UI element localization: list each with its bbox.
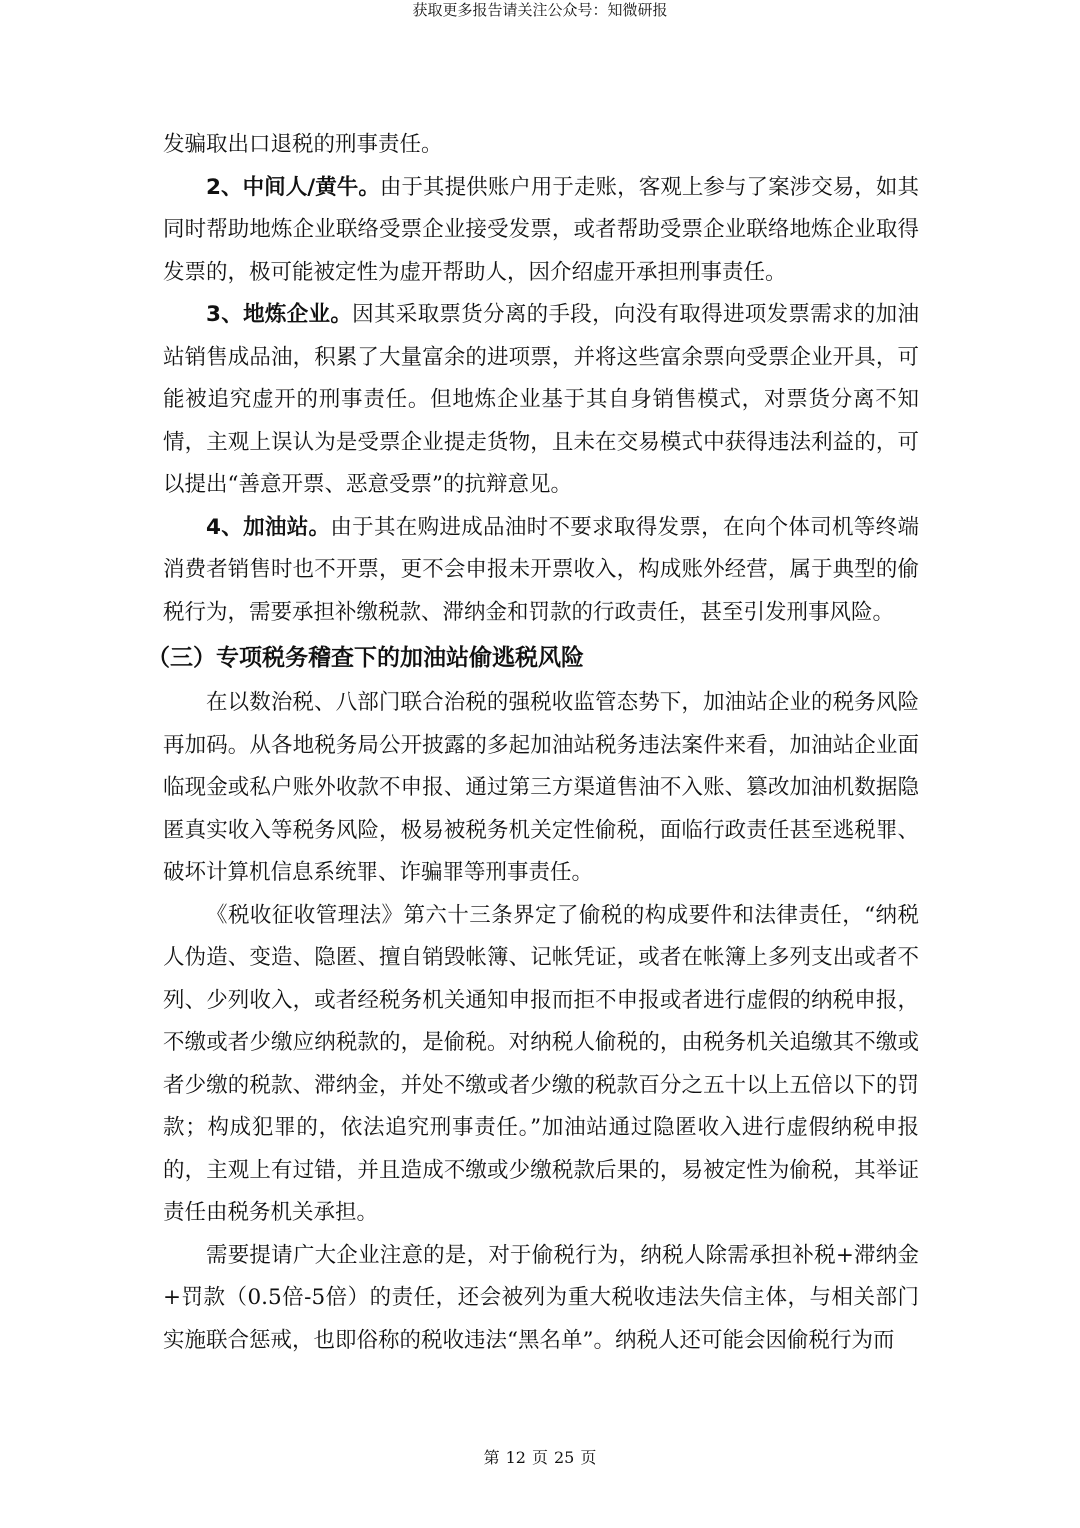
paragraph-refinery [163, 294, 919, 507]
page-number: 12 [505, 1448, 526, 1467]
item-heading-gas-station: 4、加油站。 [206, 514, 331, 540]
paragraph-continuation: 发骗取出口退税的刑事责任。 [163, 132, 443, 157]
page-total: 25 [554, 1448, 575, 1467]
item-heading-refinery: 3、地炼企业。 [206, 302, 353, 327]
footer-prefix: 第 [483, 1448, 500, 1467]
item-body-gas-station: 由于其在购进成品油时不要求取得发票，在向个体司机等终端消费者销售时也不开票，更不会申报未开票收入，构成账外经营，属于典型的偷税行为，需要承担补缴税款、滞纳金和罚款的行政责任，甚至引发刑事风险。 [163, 514, 919, 625]
item-body-intermediary: 由于其提供账户用于走账，客观上参与了案涉交易，如其同时帮助地炼企业联络受票企业接受发票，或者帮助受票企业联络地炼企业取得发票的，极可能被定性为虚开帮助人，因介绍虚开承担刑事责任。 [163, 174, 919, 285]
paragraph-notice: 需要提请广大企业注意的是，对于偷税行为，纳税人除需承担补税+滞纳金+罚款（0.5倍-5倍）的责任，还会被列为重大税收违法失信主体，与相关部门实施联合惩戒，也即俗称的税收违法“黑名单”。纳税人还可能会因偷税行为而 [163, 1242, 919, 1353]
item-heading-intermediary: 2、中间人/黄牛。 [206, 174, 380, 200]
page-footer [0, 1448, 1080, 1468]
footer-suffix: 页 [580, 1448, 597, 1467]
section-heading: （三）专项税务稽查下的加油站偷逃税风险 [147, 645, 584, 671]
paragraph-tax-risk: 在以数治税、八部门联合治税的强税收监管态势下，加油站企业的税务风险再加码。从各地税务局公开披露的多起加油站税务违法案件来看，加油站企业面临现金或私户账外收款不申报、通过第三方渠道售油不入账、篡改加油机数据隐匿真实收入等税务风险，极易被税务机关定性偷税，面临行政责任甚至逃税罪、破坏计算机信息系统罪、诈骗罪等刑事责任。 [163, 690, 919, 885]
paragraph-intermediary [163, 167, 919, 295]
item-body-refinery: 因其采取票货分离的手段，向没有取得进项发票需求的加油站销售成品油，积累了大量富余的进项票，并将这些富余票向受票企业开具，可能被追究虚开的刑事责任。但地炼企业基于其自身销售模式，对票货分离不知情，主观上误认为是受票企业提走货物，且未在交易模式中获得违法利益的，可以提出“善意开票、恶意受票”的抗辩意见。 [163, 302, 919, 497]
document-body [147, 124, 919, 1362]
page-header: 获取更多报告请关注公众号：知微研报 [412, 1, 668, 19]
paragraph-gas-station [163, 507, 919, 635]
footer-middle: 页 [531, 1448, 548, 1467]
paragraph-law-article: 《税收征收管理法》第六十三条界定了偷税的构成要件和法律责任，“纳税人伪造、变造、隐匿、擅自销毁帐簿、记帐凭证，或者在帐簿上多列支出或者不列、少列收入，或者经税务机关通知申报而拒不申报或者进行虚假的纳税申报，不缴或者少缴应纳税款的，是偷税。对纳税人偷税的，由税务机关追缴其不缴或者少缴的税款、滞纳金，并处不缴或者少缴的税款百分之五十以上五倍以下的罚款；构成犯罪的，依法追究刑事责任。”加油站通过隐匿收入进行虚假纳税申报的，主观上有过错，并且造成不缴或少缴税款后果的，易被定性为偷税，其举证责任由税务机关承担。 [163, 902, 919, 1225]
